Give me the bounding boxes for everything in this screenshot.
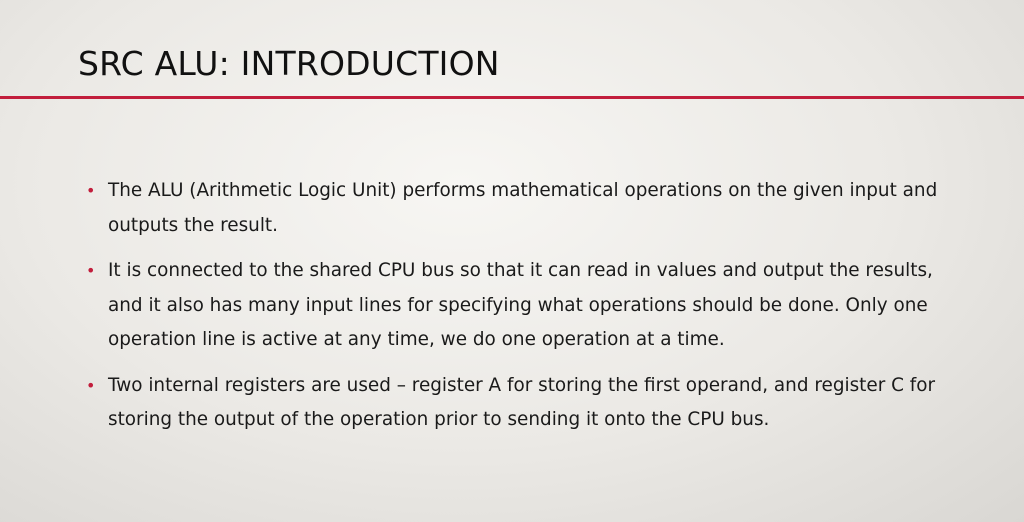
bullet-list xyxy=(86,174,966,449)
bullet-item xyxy=(86,254,966,358)
title-divider xyxy=(0,96,1024,99)
bullet-marker: • xyxy=(86,375,96,395)
bullet-marker: • xyxy=(86,261,96,280)
slide-title: SRC ALU: INTRODUCTION xyxy=(78,44,500,83)
bullet-text: The ALU (Arithmetic Logic Unit) performs mathematical operations on the given input and outputs the result. xyxy=(108,180,938,236)
bullet-text: Two internal registers are used – register A for storing the first operand, and register C for storing the output of the operation prior to sending it onto the CPU bus. xyxy=(108,374,936,430)
bullet-item xyxy=(86,369,966,438)
bullet-marker: • xyxy=(86,181,96,200)
bullet-item xyxy=(86,174,966,243)
bullet-text: It is connected to the shared CPU bus so that it can read in values and output the results, and it also has many input lines for specifying what operations should be done. Only one operation line is active at any time, we do one operation at a time. xyxy=(108,260,933,350)
